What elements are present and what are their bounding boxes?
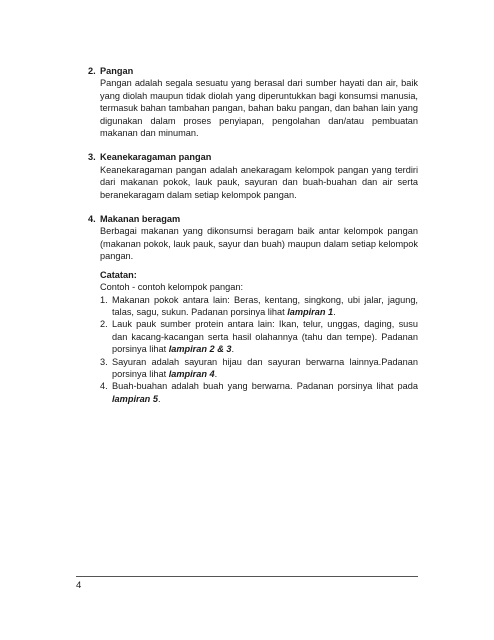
list-text (112, 356, 418, 381)
section-number: 2. (88, 66, 96, 76)
list-item-end: . (231, 344, 235, 355)
list-item (100, 294, 418, 319)
food-group-list (100, 294, 418, 406)
lampiran-reference: lampiran 5 (112, 393, 158, 404)
page-content (88, 65, 418, 405)
section-heading (88, 151, 418, 163)
lampiran-reference: lampiran 2 & 3 (168, 344, 232, 355)
section-body: Pangan adalah segala sesuatu yang berasal dari sumber hayati dan air, baik yang diolah maupun tidak diolah yang diperuntukkan bagi konsumsi manusia, termasuk bahan tambahan pangan, bahan baku pangan, dan bahan lain yang digunakan dalam proses penyiapan, pengolahan dan/atau pembuatan makanan dan minuman. (100, 78, 418, 139)
section-body: Keanekaragaman pangan adalah anekaragam kelompok pangan yang terdiri dari makanan pokok, lauk pauk, sayuran dan buah-buahan dan air serta beranekaragam dalam setiap kelompok pangan. (100, 164, 418, 200)
footer-divider (76, 576, 418, 577)
list-item-text: Makanan pokok antara lain: Beras, kentang, singkong, ubi jalar, jagung, talas, sagu, sukun. Padanan porsinya lihat (112, 294, 418, 317)
section-heading (88, 213, 418, 225)
list-number: 3. (100, 356, 108, 367)
page-number: 4 (76, 580, 82, 591)
note-title: Catatan: (100, 269, 137, 280)
list-item-text: Sayuran adalah sayuran hijau dan sayuran berwarna lainnya.Padanan porsinya lihat (112, 356, 418, 379)
lampiran-reference: lampiran 4 (168, 368, 215, 379)
section-body: Berbagai makanan yang dikonsumsi beragam baik antar kelompok pangan (makanan pokok, lauk pauk, sayur dan buah) maupun dalam setiap kelompok pangan. (100, 226, 418, 262)
list-item-end: . (214, 368, 218, 379)
section-title: Pangan (100, 66, 134, 76)
list-item (100, 318, 418, 355)
section-number: 3. (88, 152, 96, 163)
list-item-text: Buah-buahan adalah buah yang berwarna. Padanan porsinya lihat pada (112, 381, 418, 392)
note-block (100, 269, 418, 405)
list-item-text: Lauk pauk sumber protein antara lain: Ikan, telur, unggas, daging, susu dan kacang-kacangan serta hasil olahannya (tahu dan tempe). Padanan porsinya lihat (112, 319, 418, 355)
section-makanan-beragam (88, 213, 418, 405)
section-keanekaragaman-pangan (88, 151, 418, 201)
lampiran-reference: lampiran 1 (287, 306, 334, 317)
section-pangan (88, 65, 418, 139)
section-heading (88, 65, 418, 77)
list-item-end: . (333, 306, 336, 317)
list-text (112, 380, 418, 405)
section-title: Makanan beragam (100, 214, 181, 225)
section-number: 4. (88, 214, 96, 225)
list-number: 1. (100, 294, 108, 305)
note-intro: Contoh - contoh kelompok pangan: (100, 282, 244, 293)
list-text (112, 294, 418, 319)
list-item (100, 380, 418, 405)
list-number: 4. (100, 381, 108, 392)
list-number: 2. (100, 319, 108, 330)
section-title: Keanekaragaman pangan (100, 152, 212, 163)
list-item-end: . (157, 393, 161, 404)
list-item (100, 356, 418, 381)
list-text (112, 318, 418, 355)
